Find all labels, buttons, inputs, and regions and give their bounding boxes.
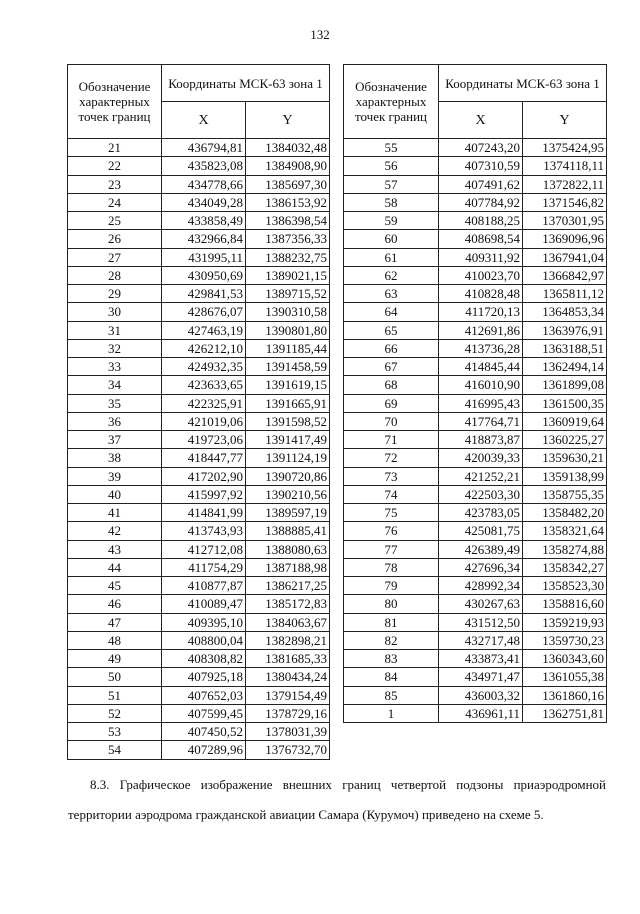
x-value: 432717,48 (439, 631, 523, 649)
x-value: 423783,05 (439, 504, 523, 522)
table-row (344, 321, 607, 339)
point-number: 69 (344, 394, 439, 412)
table-row (68, 139, 330, 157)
point-number: 84 (344, 668, 439, 686)
y-value: 1386153,92 (246, 193, 330, 211)
coordinates-body-left (68, 139, 330, 760)
x-value: 410877,87 (162, 577, 246, 595)
y-value: 1391417,49 (246, 431, 330, 449)
table-row (68, 467, 330, 485)
y-value: 1384063,67 (246, 613, 330, 631)
x-value: 433873,41 (439, 650, 523, 668)
x-value: 434778,66 (162, 175, 246, 193)
x-value: 427463,19 (162, 321, 246, 339)
x-value: 415997,92 (162, 485, 246, 503)
table-row (344, 358, 607, 376)
point-number: 83 (344, 650, 439, 668)
coordinates-table-left (67, 64, 330, 760)
y-value: 1365811,12 (523, 285, 607, 303)
y-value: 1390801,80 (246, 321, 330, 339)
x-value: 422325,91 (162, 394, 246, 412)
point-number: 53 (68, 723, 162, 741)
x-value: 413743,93 (162, 522, 246, 540)
x-value: 418447,77 (162, 449, 246, 467)
x-value: 408698,54 (439, 230, 523, 248)
table-row (68, 631, 330, 649)
table-row (344, 686, 607, 704)
point-number: 74 (344, 485, 439, 503)
table-row (344, 376, 607, 394)
x-value: 411754,29 (162, 558, 246, 576)
y-value: 1391185,44 (246, 339, 330, 357)
y-value: 1388080,63 (246, 540, 330, 558)
coordinates-header: Координаты МСК-63 зона 1 (162, 65, 330, 102)
page-number: 132 (310, 27, 330, 42)
x-value: 409395,10 (162, 613, 246, 631)
y-value: 1371546,82 (523, 193, 607, 211)
table-row (68, 650, 330, 668)
table-row (68, 193, 330, 211)
table-row (344, 485, 607, 503)
point-number: 47 (68, 613, 162, 631)
x-value: 421252,21 (439, 467, 523, 485)
y-value: 1367941,04 (523, 248, 607, 266)
y-value: 1379154,49 (246, 686, 330, 704)
x-value: 414841,99 (162, 504, 246, 522)
y-value: 1378031,39 (246, 723, 330, 741)
table-row (344, 139, 607, 157)
table-row (68, 540, 330, 558)
x-value: 407289,96 (162, 741, 246, 759)
x-value: 416995,43 (439, 394, 523, 412)
table-row (344, 595, 607, 613)
point-number: 55 (344, 139, 439, 157)
section-paragraph (68, 770, 606, 830)
y-value: 1384032,48 (246, 139, 330, 157)
table-row (68, 522, 330, 540)
table-row (68, 558, 330, 576)
x-value: 410023,70 (439, 266, 523, 284)
x-value: 428676,07 (162, 303, 246, 321)
y-value: 1376732,70 (246, 741, 330, 759)
point-number: 44 (68, 558, 162, 576)
y-value: 1390720,86 (246, 467, 330, 485)
table-row (68, 394, 330, 412)
y-value: 1361500,35 (523, 394, 607, 412)
x-value: 407925,18 (162, 668, 246, 686)
point-number: 21 (68, 139, 162, 157)
x-value: 427696,34 (439, 558, 523, 576)
y-value: 1386398,54 (246, 212, 330, 230)
table-row (344, 650, 607, 668)
table-row (68, 157, 330, 175)
y-value: 1358321,64 (523, 522, 607, 540)
point-number: 72 (344, 449, 439, 467)
point-number: 81 (344, 613, 439, 631)
x-value: 407450,52 (162, 723, 246, 741)
x-value: 428992,34 (439, 577, 523, 595)
x-value: 413736,28 (439, 339, 523, 357)
table-row (344, 394, 607, 412)
point-number: 71 (344, 431, 439, 449)
point-number: 54 (68, 741, 162, 759)
y-value: 1372822,11 (523, 175, 607, 193)
x-value: 423633,65 (162, 376, 246, 394)
y-value: 1358482,20 (523, 504, 607, 522)
point-number: 37 (68, 431, 162, 449)
point-number: 46 (68, 595, 162, 613)
y-value: 1388885,41 (246, 522, 330, 540)
table-row (344, 303, 607, 321)
table-row (344, 266, 607, 284)
table-row (344, 631, 607, 649)
x-value: 436003,32 (439, 686, 523, 704)
y-value: 1384908,90 (246, 157, 330, 175)
x-value: 407784,92 (439, 193, 523, 211)
y-value: 1360343,60 (523, 650, 607, 668)
table-row (68, 686, 330, 704)
table-row (68, 339, 330, 357)
x-value: 408188,25 (439, 212, 523, 230)
x-value: 408800,04 (162, 631, 246, 649)
point-number: 61 (344, 248, 439, 266)
y-value: 1362494,14 (523, 358, 607, 376)
y-value: 1359630,21 (523, 449, 607, 467)
point-number: 60 (344, 230, 439, 248)
x-value: 420039,33 (439, 449, 523, 467)
coordinates-body-right (344, 139, 607, 723)
point-number: 23 (68, 175, 162, 193)
point-number: 41 (68, 504, 162, 522)
table-row (344, 212, 607, 230)
point-number: 39 (68, 467, 162, 485)
table-row (344, 522, 607, 540)
point-number: 65 (344, 321, 439, 339)
x-value: 407599,45 (162, 704, 246, 722)
x-value: 431995,11 (162, 248, 246, 266)
point-number: 1 (344, 704, 439, 722)
x-value: 414845,44 (439, 358, 523, 376)
point-number: 52 (68, 704, 162, 722)
x-value: 435823,08 (162, 157, 246, 175)
table-row (344, 248, 607, 266)
designation-header: Обозначение характерных точек границ (344, 65, 439, 139)
point-number: 68 (344, 376, 439, 394)
y-value: 1370301,95 (523, 212, 607, 230)
table-row (68, 449, 330, 467)
y-value: 1391619,15 (246, 376, 330, 394)
paragraph-text: 8.3. Графическое изображение внешних границ четвертой подзоны приаэродромной территории аэродрома гражданской авиации Самара (Курумоч) приведено на схеме 5. (68, 777, 606, 822)
y-value: 1391458,59 (246, 358, 330, 376)
table-row (68, 303, 330, 321)
point-number: 79 (344, 577, 439, 595)
table-row (344, 704, 607, 722)
point-number: 30 (68, 303, 162, 321)
x-value: 426389,49 (439, 540, 523, 558)
point-number: 77 (344, 540, 439, 558)
y-value: 1361899,08 (523, 376, 607, 394)
y-value: 1360919,64 (523, 412, 607, 430)
x-value: 436794,81 (162, 139, 246, 157)
point-number: 51 (68, 686, 162, 704)
point-number: 58 (344, 193, 439, 211)
x-value: 432966,84 (162, 230, 246, 248)
y-value: 1385697,30 (246, 175, 330, 193)
table-row (344, 577, 607, 595)
x-value: 409311,92 (439, 248, 523, 266)
table-row (344, 412, 607, 430)
y-value: 1360225,27 (523, 431, 607, 449)
point-number: 78 (344, 558, 439, 576)
y-value: 1390210,56 (246, 485, 330, 503)
y-value: 1389021,15 (246, 266, 330, 284)
x-value: 418873,87 (439, 431, 523, 449)
point-number: 70 (344, 412, 439, 430)
y-value: 1361055,38 (523, 668, 607, 686)
point-number: 40 (68, 485, 162, 503)
y-value: 1385172,83 (246, 595, 330, 613)
y-value: 1391598,52 (246, 412, 330, 430)
y-value: 1391665,91 (246, 394, 330, 412)
point-number: 29 (68, 285, 162, 303)
y-value: 1387188,98 (246, 558, 330, 576)
point-number: 26 (68, 230, 162, 248)
table-row (344, 668, 607, 686)
table-row (68, 741, 330, 759)
point-number: 27 (68, 248, 162, 266)
table-row (68, 668, 330, 686)
x-value: 416010,90 (439, 376, 523, 394)
table-row (344, 175, 607, 193)
table-row (68, 613, 330, 631)
y-value: 1388232,75 (246, 248, 330, 266)
table-row (68, 431, 330, 449)
table-row (68, 230, 330, 248)
table-row (344, 431, 607, 449)
point-number: 62 (344, 266, 439, 284)
x-value: 429841,53 (162, 285, 246, 303)
y-header: Y (523, 102, 607, 139)
x-value: 434971,47 (439, 668, 523, 686)
y-value: 1369096,96 (523, 230, 607, 248)
x-value: 436961,11 (439, 704, 523, 722)
x-value: 408308,82 (162, 650, 246, 668)
x-value: 410828,48 (439, 285, 523, 303)
y-value: 1361860,16 (523, 686, 607, 704)
x-value: 417764,71 (439, 412, 523, 430)
x-value: 421019,06 (162, 412, 246, 430)
y-value: 1366842,97 (523, 266, 607, 284)
point-number: 49 (68, 650, 162, 668)
table-row (344, 558, 607, 576)
y-value: 1378729,16 (246, 704, 330, 722)
table-row (344, 504, 607, 522)
x-value: 422503,30 (439, 485, 523, 503)
x-value: 407310,59 (439, 157, 523, 175)
point-number: 35 (68, 394, 162, 412)
point-number: 32 (68, 339, 162, 357)
table-row (68, 285, 330, 303)
y-value: 1382898,21 (246, 631, 330, 649)
x-value: 425081,75 (439, 522, 523, 540)
table-row (344, 540, 607, 558)
x-value: 410089,47 (162, 595, 246, 613)
table-row (344, 285, 607, 303)
y-value: 1389597,19 (246, 504, 330, 522)
table-row (344, 467, 607, 485)
point-number: 57 (344, 175, 439, 193)
table-row (68, 321, 330, 339)
point-number: 42 (68, 522, 162, 540)
point-number: 36 (68, 412, 162, 430)
table-row (68, 175, 330, 193)
table-row (68, 704, 330, 722)
point-number: 59 (344, 212, 439, 230)
table-row (68, 376, 330, 394)
x-value: 426212,10 (162, 339, 246, 357)
x-value: 430267,63 (439, 595, 523, 613)
table-row (68, 266, 330, 284)
x-value: 434049,28 (162, 193, 246, 211)
y-value: 1359730,23 (523, 631, 607, 649)
x-value: 411720,13 (439, 303, 523, 321)
table-row (344, 339, 607, 357)
table-row (68, 577, 330, 595)
x-value: 433858,49 (162, 212, 246, 230)
y-value: 1381685,33 (246, 650, 330, 668)
y-value: 1358755,35 (523, 485, 607, 503)
y-value: 1389715,52 (246, 285, 330, 303)
table-row (344, 193, 607, 211)
coordinates-table-right (343, 64, 607, 723)
table-row (344, 449, 607, 467)
x-value: 417202,90 (162, 467, 246, 485)
point-number: 56 (344, 157, 439, 175)
table-row (344, 613, 607, 631)
point-number: 22 (68, 157, 162, 175)
table-row (68, 504, 330, 522)
point-number: 66 (344, 339, 439, 357)
point-number: 80 (344, 595, 439, 613)
y-value: 1374118,11 (523, 157, 607, 175)
point-number: 38 (68, 449, 162, 467)
y-header: Y (246, 102, 330, 139)
x-header: X (162, 102, 246, 139)
table-row (68, 358, 330, 376)
point-number: 24 (68, 193, 162, 211)
y-value: 1387356,33 (246, 230, 330, 248)
y-value: 1375424,95 (523, 139, 607, 157)
point-number: 73 (344, 467, 439, 485)
table-row (68, 595, 330, 613)
point-number: 28 (68, 266, 162, 284)
table-row (68, 723, 330, 741)
table-row (68, 412, 330, 430)
y-value: 1358342,27 (523, 558, 607, 576)
table-row (344, 230, 607, 248)
table-row (68, 212, 330, 230)
x-value: 424932,35 (162, 358, 246, 376)
x-value: 407491,62 (439, 175, 523, 193)
y-value: 1380434,24 (246, 668, 330, 686)
point-number: 67 (344, 358, 439, 376)
y-value: 1359138,99 (523, 467, 607, 485)
y-value: 1363976,91 (523, 321, 607, 339)
point-number: 76 (344, 522, 439, 540)
coordinates-header: Координаты МСК-63 зона 1 (439, 65, 607, 102)
x-value: 412691,86 (439, 321, 523, 339)
y-value: 1391124,19 (246, 449, 330, 467)
x-value: 407652,03 (162, 686, 246, 704)
y-value: 1386217,25 (246, 577, 330, 595)
x-value: 407243,20 (439, 139, 523, 157)
y-value: 1359219,93 (523, 613, 607, 631)
point-number: 34 (68, 376, 162, 394)
x-header: X (439, 102, 523, 139)
x-value: 412712,08 (162, 540, 246, 558)
point-number: 45 (68, 577, 162, 595)
point-number: 25 (68, 212, 162, 230)
x-value: 430950,69 (162, 266, 246, 284)
table-row (68, 485, 330, 503)
y-value: 1364853,34 (523, 303, 607, 321)
point-number: 64 (344, 303, 439, 321)
point-number: 82 (344, 631, 439, 649)
y-value: 1358274,88 (523, 540, 607, 558)
point-number: 33 (68, 358, 162, 376)
point-number: 48 (68, 631, 162, 649)
point-number: 63 (344, 285, 439, 303)
point-number: 31 (68, 321, 162, 339)
x-value: 431512,50 (439, 613, 523, 631)
x-value: 419723,06 (162, 431, 246, 449)
point-number: 85 (344, 686, 439, 704)
y-value: 1358816,60 (523, 595, 607, 613)
y-value: 1390310,58 (246, 303, 330, 321)
table-row (344, 157, 607, 175)
point-number: 50 (68, 668, 162, 686)
designation-header: Обозначение характерных точек границ (68, 65, 162, 139)
point-number: 75 (344, 504, 439, 522)
table-row (68, 248, 330, 266)
point-number: 43 (68, 540, 162, 558)
y-value: 1358523,30 (523, 577, 607, 595)
y-value: 1363188,51 (523, 339, 607, 357)
y-value: 1362751,81 (523, 704, 607, 722)
